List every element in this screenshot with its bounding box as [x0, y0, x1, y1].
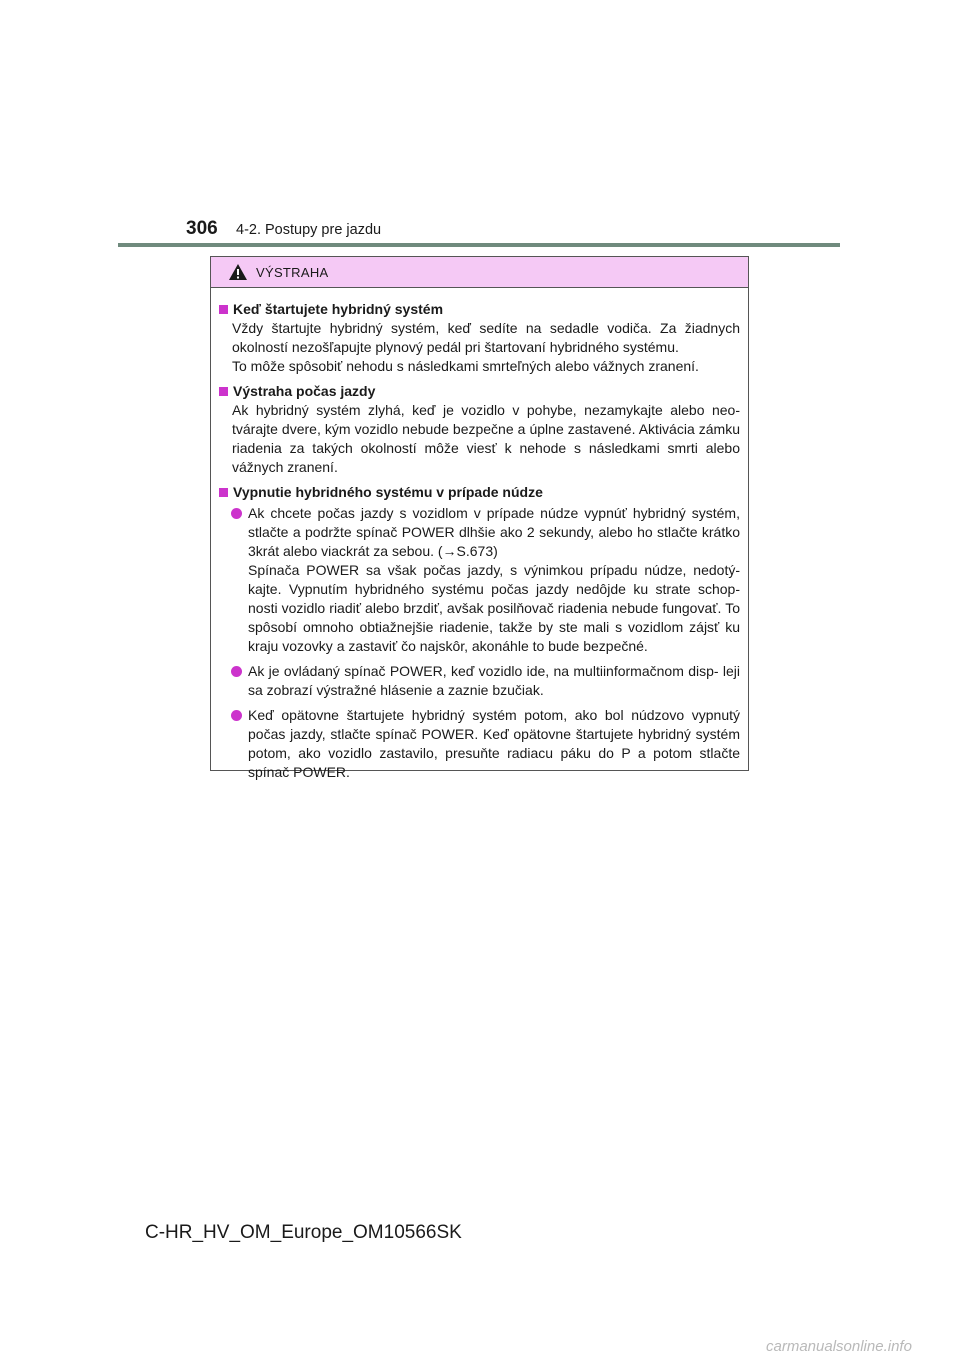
warning-header: [211, 257, 748, 288]
warning-title: VÝSTRAHA: [256, 264, 329, 280]
header-rule: [118, 243, 840, 247]
warning-body: [211, 288, 748, 782]
list-item-text: [248, 504, 740, 656]
list-item-paragraph: Ak chcete počas jazdy s vozidlom v prípade núdze vypnúť hybridný systém, stlačte a podržte spínač POWER dlhšie ako 2 sekundy, alebo ho stlačte krátko 3krát alebo viackrát za sebou. (→S.673): [248, 505, 740, 559]
warning-box: [210, 256, 749, 780]
section-title: 4-2. Postupy pre jazdu: [236, 222, 382, 238]
list-item: [231, 504, 740, 656]
dot-bullet-icon: [231, 710, 242, 721]
list-item-text: [248, 662, 740, 700]
list-item-text: [248, 706, 740, 782]
warning-section-driving: [219, 382, 740, 477]
section-heading: [219, 300, 740, 319]
list-item: [231, 662, 740, 700]
list-item-paragraph: Keď opätovne štartujete hybridný systém potom, ako bol núdzovo vypnutý počas jazdy, stlačte spínač POWER. Keď opätovne štartujete hybridný systém potom, ako vozidlo zastavilo, presuňte radiacu páku do P a potom stlačte spínač POWER.: [248, 707, 740, 780]
warning-triangle-icon: [228, 263, 248, 281]
list-item-paragraph: Ak je ovládaný spínač POWER, keď vozidlo ide, na multiinformačnom disp- leji sa zobrazí výstražné hlásenie a zaznie bzučiak.: [248, 663, 740, 698]
square-bullet-icon: [219, 488, 228, 497]
section-heading: [219, 382, 740, 401]
section-heading-text: Vypnutie hybridného systému v prípade núdze: [233, 484, 543, 500]
section-heading-text: Keď štartujete hybridný systém: [233, 301, 444, 317]
page-number: 306: [186, 218, 218, 239]
list-item: [231, 706, 740, 782]
dot-bullet-icon: [231, 666, 242, 677]
paragraph-line: okolností nezošľapujte plynový pedál pri štartovaní hybridného systému.: [232, 339, 679, 355]
paragraph-line: Vždy štartujte hybridný systém, keď sedíte na sedadle vodiča. Za žiadnych: [232, 320, 740, 336]
section-heading: [219, 483, 740, 502]
square-bullet-icon: [219, 387, 228, 396]
section-heading-text: Výstraha počas jazdy: [233, 383, 376, 399]
footer-doc-code: C-HR_HV_OM_Europe_OM10566SK: [145, 1222, 462, 1243]
paragraph-line: To môže spôsobiť nehodu s následkami smrteľných alebo vážnych zranení.: [232, 358, 699, 374]
square-bullet-icon: [219, 305, 228, 314]
watermark[interactable]: carmanualsonline.info: [766, 1338, 912, 1355]
warning-section-start: [219, 300, 740, 376]
dot-bullet-icon: [231, 508, 242, 519]
warning-section-emergency: [219, 483, 740, 782]
paragraph: Ak hybridný systém zlyhá, keď je vozidlo v pohybe, nezamykajte alebo neo- tvárajte dvere, kým vozidlo nebude bezpečne a úplne zastavené. Aktivácia zámku riadenia za takých okolností môže viesť k nehode s následkami smrti alebo vážnych zranení.: [232, 402, 740, 475]
list-item-paragraph: Spínača POWER sa však počas jazdy, s výnimkou prípadu núdze, nedotý- kajte. Vypnutím hybridného systému počas jazdy nedôjde ku strate schop- nosti vozidlo riadiť alebo brzdiť, avšak posilňovač riadenia nebude fungovať. To spôsobí omnoho obtiažnejšie riadenie, takže by ste mali s vozidlom zájsť ku kraju vozovky a zastaviť čo najskôr, akonáhle to bude bezpečné.: [248, 562, 740, 654]
